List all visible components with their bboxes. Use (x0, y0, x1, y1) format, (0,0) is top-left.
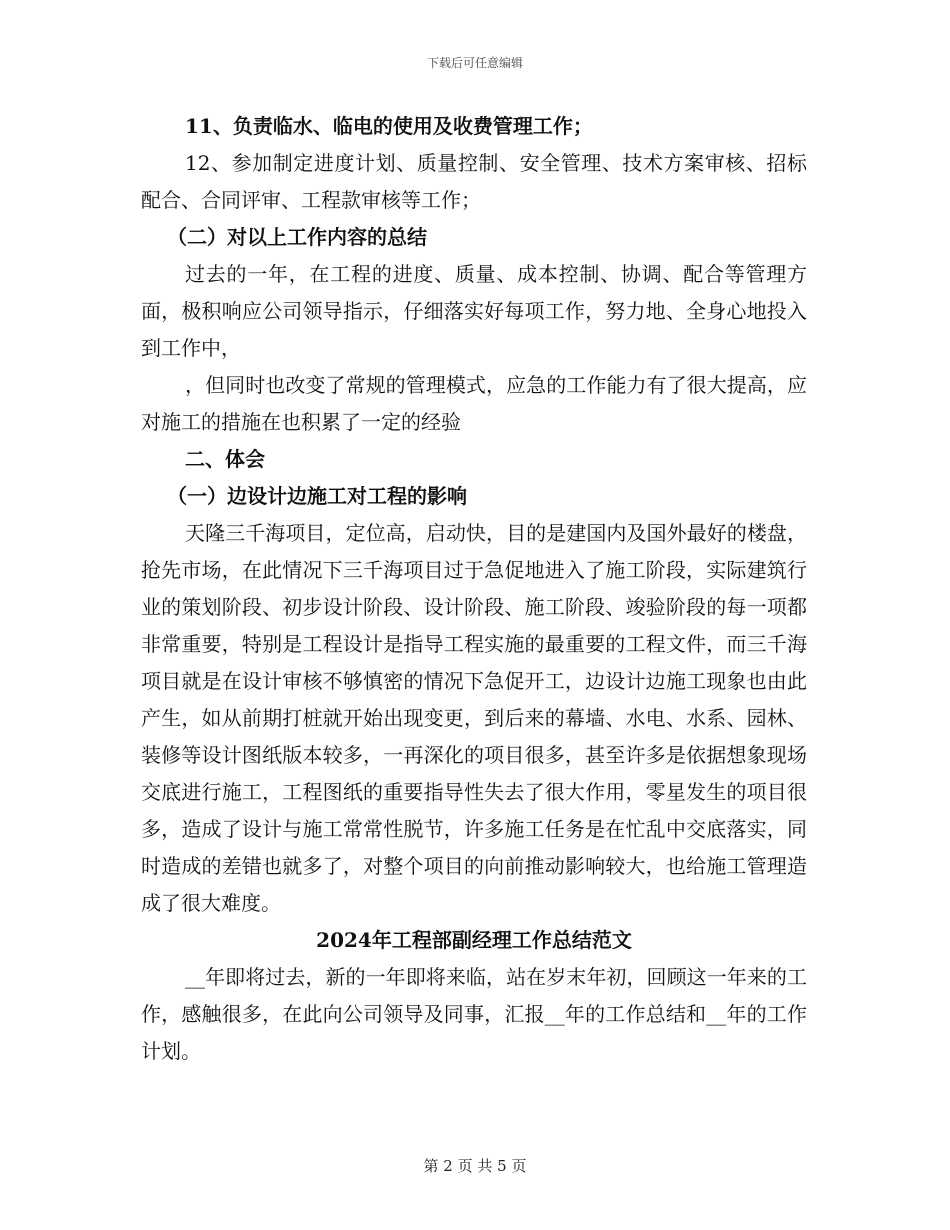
list-item-11: 11、负责临水、临电的使用及收费管理工作； (185, 114, 593, 138)
paragraph-intro: __年即将过去，新的一年即将来临，站在岁末年初，回顾这一年来的工作，感触很多，在此向公司领导及同事，汇报__年的工作总结和__年的工作计划。 (141, 965, 807, 1063)
document-title: 2024年工程部副经理工作总结范文 (316, 928, 632, 952)
paragraph-design-impact: 天隆三千海项目，定位高，启动快，目的是建国内及国外最好的楼盘，抢先市场，在此情况下三千海项目过于急促地进入了施工阶段，实际建筑行业的策划阶段、初步设计阶段、设计阶段、施工阶段、竣验阶段的每一项都非常重要，特别是工程设计是指导工程实施的最重要的工程文件，而三千海项目就是在设计审核不够慎密的情况下急促开工，边设计边施工现象也由此产生，如从前期打桩就开始出现变更，到后来的幕墙、水电、水系、园林、装修等设计图纸版本较多，一再深化的项目很多，甚至许多是依据想象现场交底进行施工，工程图纸的重要指导性失去了很大作用，零星发生的项目很多，造成了设计与施工常常性脱节，许多施工任务是在忙乱中交底落实，同时造成的差错也就多了，对整个项目的向前推动影响较大，也给施工管理造成了很大难度。 (141, 521, 807, 915)
section-heading-experience: 二、体会 (185, 447, 265, 471)
page-footer: 第 2 页 共 5 页 (423, 1157, 527, 1175)
page-header: 下载后可任意编辑 (426, 56, 523, 70)
section-heading-design-impact: （一）边设计边施工对工程的影响 (167, 484, 467, 508)
paragraph-summary: 过去的一年，在工程的进度、质量、成本控制、协调、配合等管理方面，极积响应公司领导指示，仔细落实好每项工作，努力地、全身心地投入到工作中， (141, 262, 807, 360)
document-body (141, 108, 807, 1070)
list-item-12: 12、参加制定进度计划、质量控制、安全管理、技术方案审核、招标配合、合同评审、工程款审核等工作； (141, 151, 807, 212)
section-heading-summary: （二）对以上工作内容的总结 (167, 225, 427, 249)
paragraph-summary-cont: ，但同时也改变了常规的管理模式，应急的工作能力有了很大提高，应对施工的措施在也积累了一定的经验 (141, 373, 807, 434)
